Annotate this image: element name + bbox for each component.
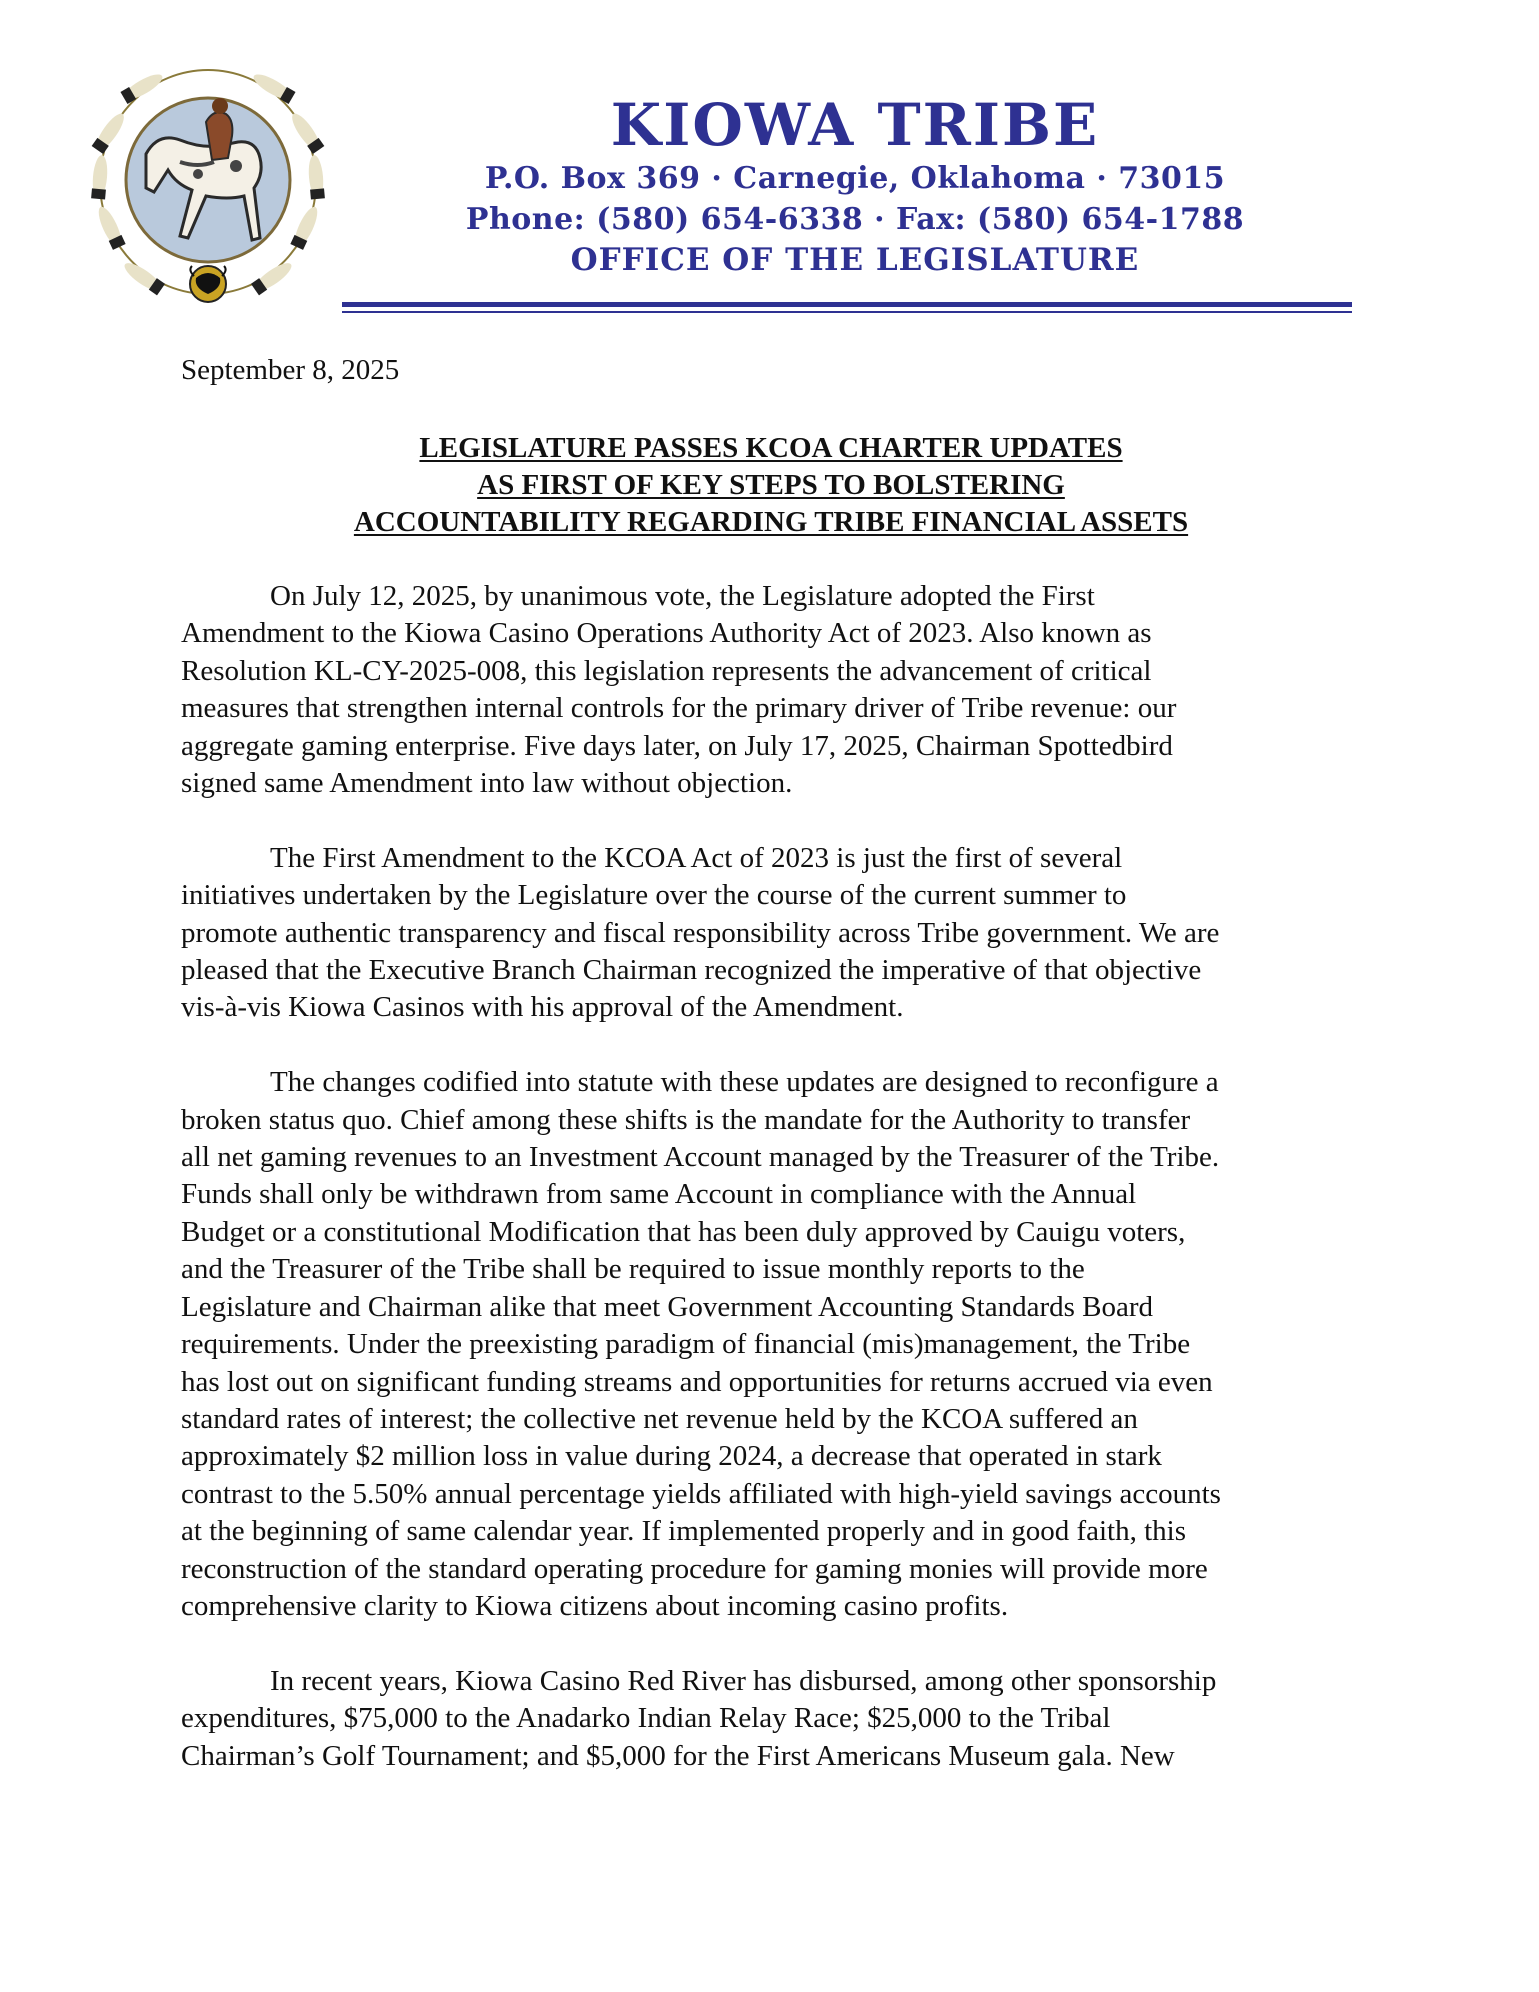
document-body	[181, 578, 1361, 1812]
document-date: September 8, 2025	[181, 354, 400, 386]
text-line: The First Amendment to the KCOA Act of 2023 is just the first of several	[270, 841, 1123, 874]
org-name: KIOWA TRIBE	[610, 91, 1100, 159]
text-line: signed same Amendment into law without objection.	[181, 767, 793, 800]
office-name: OFFICE OF THE LEGISLATURE	[570, 242, 1140, 278]
text-line: Chairman’s Golf Tournament; and $5,000 for the First Americans Museum gala. New	[181, 1739, 1175, 1772]
text-line: contrast to the 5.50% annual percentage yields affiliated with high-yield savings accounts	[181, 1477, 1221, 1510]
text-line: In recent years, Kiowa Casino Red River has disbursed, among other sponsorship	[270, 1664, 1217, 1697]
headline-line: AS FIRST OF KEY STEPS TO BOLSTERING	[477, 469, 1065, 501]
text-line: The changes codified into statute with these updates are designed to reconfigure a	[270, 1066, 1219, 1099]
text-line: Legislature and Chairman alike that meet Government Accounting Standards Board	[181, 1290, 1154, 1323]
text-line: reconstruction of the standard operating procedure for gaming monies will provide more	[181, 1552, 1208, 1585]
text-line: vis-à-vis Kiowa Casinos with his approval of the Amendment.	[181, 991, 904, 1024]
org-address: P.O. Box 369 · Carnegie, Oklahoma · 73015	[484, 161, 1226, 196]
text-line: all net gaming revenues to an Investment Account managed by the Treasurer of the Tribe.	[181, 1141, 1220, 1174]
paragraph-1	[181, 578, 1361, 802]
text-line: promote authentic transparency and fiscal responsibility across Tribe government. We are	[181, 916, 1220, 949]
paragraph-4	[181, 1663, 1361, 1775]
text-line: Resolution KL-CY-2025-008, this legislation represents the advancement of critical	[181, 654, 1152, 687]
text-line: Funds shall only be withdrawn from same Account in compliance with the Annual	[181, 1178, 1137, 1211]
org-phone-fax: Phone: (580) 654-6338 · Fax: (580) 654-1788	[465, 202, 1245, 237]
text-line: broken status quo. Chief among these shifts is the mandate for the Authority to transfer	[181, 1103, 1191, 1136]
letterhead-rule-thin	[342, 311, 1352, 313]
text-line: On July 12, 2025, by unanimous vote, the Legislature adopted the First	[270, 580, 1095, 612]
press-release-headline	[181, 430, 1361, 541]
text-line: at the beginning of same calendar year. If implemented properly and in good faith, this	[181, 1515, 1187, 1548]
text-line: and the Treasurer of the Tribe shall be required to issue monthly reports to the	[181, 1253, 1085, 1286]
text-line: requirements. Under the preexisting paradigm of financial (mis)management, the Tribe	[181, 1328, 1191, 1361]
text-line: comprehensive clarity to Kiowa citizens about incoming casino profits.	[181, 1589, 1009, 1622]
headline-line: LEGISLATURE PASSES KCOA CHARTER UPDATES	[419, 432, 1123, 464]
text-line: aggregate gaming enterprise. Five days later, on July 17, 2025, Chairman Spottedbird	[181, 729, 1173, 762]
text-line: pleased that the Executive Branch Chairman recognized the imperative of that objective	[181, 954, 1202, 987]
text-line: Budget or a constitutional Modification that has been duly approved by Cauigu voters,	[181, 1215, 1186, 1248]
letterhead-rule-thick	[342, 302, 1352, 307]
text-line: approximately $2 million loss in value during 2024, a decrease that operated in stark	[181, 1440, 1162, 1473]
paragraph-2	[181, 840, 1361, 1027]
letterhead	[340, 92, 1370, 281]
paragraph-3	[181, 1064, 1361, 1625]
text-line: expenditures, $75,000 to the Anadarko Indian Relay Race; $25,000 to the Tribal	[181, 1702, 1111, 1735]
kiowa-tribe-seal-logo	[88, 62, 328, 316]
text-line: Amendment to the Kiowa Casino Operations Authority Act of 2023. Also known as	[181, 617, 1152, 650]
headline-line: ACCOUNTABILITY REGARDING TRIBE FINANCIAL ASSETS	[353, 506, 1189, 538]
text-line: measures that strengthen internal controls for the primary driver of Tribe revenue: our	[181, 692, 1177, 725]
text-line: initiatives undertaken by the Legislature over the course of the current summer to	[181, 879, 1127, 912]
text-line: has lost out on significant funding streams and opportunities for returns accrued via even	[181, 1365, 1213, 1398]
text-line: standard rates of interest; the collective net revenue held by the KCOA suffered an	[181, 1402, 1138, 1435]
buffalo-emblem-icon	[190, 266, 226, 302]
